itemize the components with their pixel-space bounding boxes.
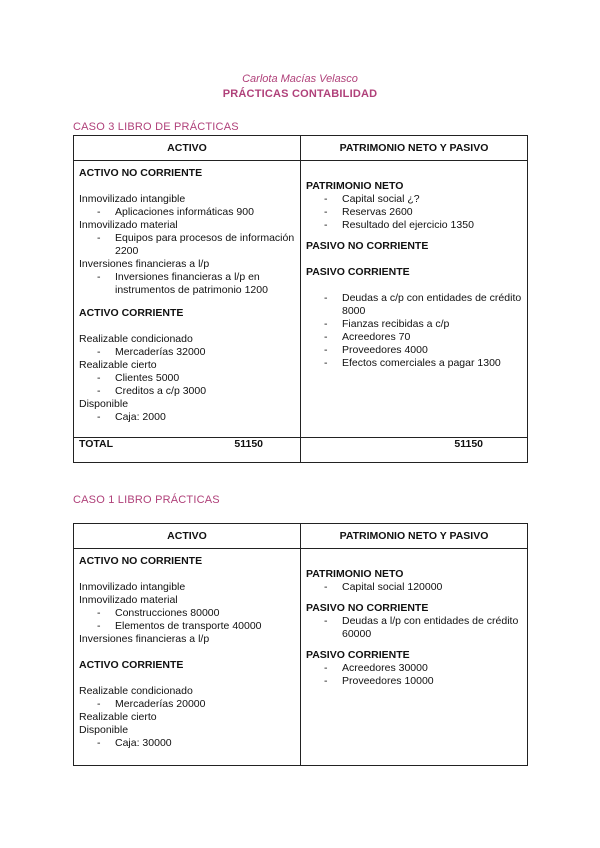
list-item: - Caja: 2000 bbox=[97, 411, 295, 424]
case3-pasivo-cell bbox=[301, 161, 528, 438]
pasivo-no-corriente-heading: PASIVO NO CORRIENTE bbox=[306, 240, 429, 252]
inmovilizado-material-label: Inmovilizado material bbox=[79, 219, 178, 231]
list-item: - Mercaderías 32000 bbox=[97, 346, 295, 359]
disponible-label: Disponible bbox=[79, 398, 129, 410]
case3-total-activo bbox=[74, 438, 301, 463]
list-item: - Inversiones financieras a l/p en instrumentos de patrimonio 1200 bbox=[97, 271, 295, 297]
list-item: - Proveedores 10000 bbox=[324, 675, 522, 688]
pasivo-corriente-heading: PASIVO CORRIENTE bbox=[306, 649, 410, 661]
inmovilizado-material-label: Inmovilizado material bbox=[79, 594, 178, 606]
pasivo-corriente-heading: PASIVO CORRIENTE bbox=[306, 266, 410, 278]
inmovilizado-intangible-label: Inmovilizado intangible bbox=[79, 193, 186, 205]
list-item: - Efectos comerciales a pagar 1300 bbox=[324, 357, 522, 370]
list-item: - Deudas a c/p con entidades de crédito 8000 bbox=[324, 292, 522, 318]
total-pasivo-value: 51150 bbox=[454, 438, 483, 450]
case3-total-pasivo bbox=[301, 438, 528, 463]
realizable-condicionado-label: Realizable condicionado bbox=[79, 333, 193, 345]
patrimonio-neto-heading: PATRIMONIO NETO bbox=[306, 180, 404, 192]
activo-corriente-heading: ACTIVO CORRIENTE bbox=[79, 659, 184, 671]
activo-no-corriente-heading: ACTIVO NO CORRIENTE bbox=[79, 555, 203, 567]
inversiones-financieras-label: Inversiones financieras a l/p bbox=[79, 258, 210, 270]
case1-pasivo-cell bbox=[301, 549, 528, 766]
case1-pasivo-header: PATRIMONIO NETO Y PASIVO bbox=[301, 524, 528, 549]
case3-balance-table bbox=[73, 135, 528, 463]
list-item: - Resultado del ejercicio 1350 bbox=[324, 219, 522, 232]
total-activo-value: 51150 bbox=[234, 438, 263, 450]
list-item: - Acreedores 70 bbox=[324, 331, 522, 344]
list-item: - Proveedores 4000 bbox=[324, 344, 522, 357]
list-item: - Construcciones 80000 bbox=[97, 607, 295, 620]
activo-no-corriente-heading: ACTIVO NO CORRIENTE bbox=[79, 167, 203, 179]
list-item: - Capital social ¿? bbox=[324, 193, 522, 206]
case3-title: CASO 3 LIBRO DE PRÁCTICAS bbox=[73, 121, 239, 133]
realizable-condicionado-label: Realizable condicionado bbox=[79, 685, 193, 697]
document-title: PRÁCTICAS CONTABILIDAD bbox=[222, 88, 378, 100]
case1-activo-cell bbox=[74, 549, 301, 766]
list-item: - Fianzas recibidas a c/p bbox=[324, 318, 522, 331]
disponible-label: Disponible bbox=[79, 724, 129, 736]
case1-balance-table bbox=[73, 523, 528, 766]
pasivo-no-corriente-heading: PASIVO NO CORRIENTE bbox=[306, 602, 429, 614]
list-item: - Deudas a l/p con entidades de crédito 60000 bbox=[324, 615, 522, 641]
list-item: - Caja: 30000 bbox=[97, 737, 295, 750]
author-name: Carlota Macías Velasco bbox=[242, 73, 358, 85]
total-label: TOTAL bbox=[79, 438, 114, 450]
inversiones-financieras-label: Inversiones financieras a l/p bbox=[79, 633, 210, 645]
list-item: - Acreedores 30000 bbox=[324, 662, 522, 675]
list-item: - Equipos para procesos de información 2200 bbox=[97, 232, 295, 258]
patrimonio-neto-heading: PATRIMONIO NETO bbox=[306, 568, 404, 580]
list-item: - Capital social 120000 bbox=[324, 581, 522, 594]
activo-corriente-heading: ACTIVO CORRIENTE bbox=[79, 307, 184, 319]
list-item: - Mercaderías 20000 bbox=[97, 698, 295, 711]
case3-activo-cell bbox=[74, 161, 301, 438]
case3-activo-header: ACTIVO bbox=[74, 136, 301, 161]
case3-pasivo-header: PATRIMONIO NETO Y PASIVO bbox=[301, 136, 528, 161]
case1-activo-header: ACTIVO bbox=[74, 524, 301, 549]
list-item: - Reservas 2600 bbox=[324, 206, 522, 219]
realizable-cierto-label: Realizable cierto bbox=[79, 711, 157, 723]
inmovilizado-intangible-label: Inmovilizado intangible bbox=[79, 581, 186, 593]
case1-title: CASO 1 LIBRO PRÁCTICAS bbox=[73, 494, 220, 506]
list-item: - Elementos de transporte 40000 bbox=[97, 620, 295, 633]
realizable-cierto-label: Realizable cierto bbox=[79, 359, 157, 371]
list-item: - Aplicaciones informáticas 900 bbox=[97, 206, 295, 219]
list-item: - Creditos a c/p 3000 bbox=[97, 385, 295, 398]
list-item: - Clientes 5000 bbox=[97, 372, 295, 385]
